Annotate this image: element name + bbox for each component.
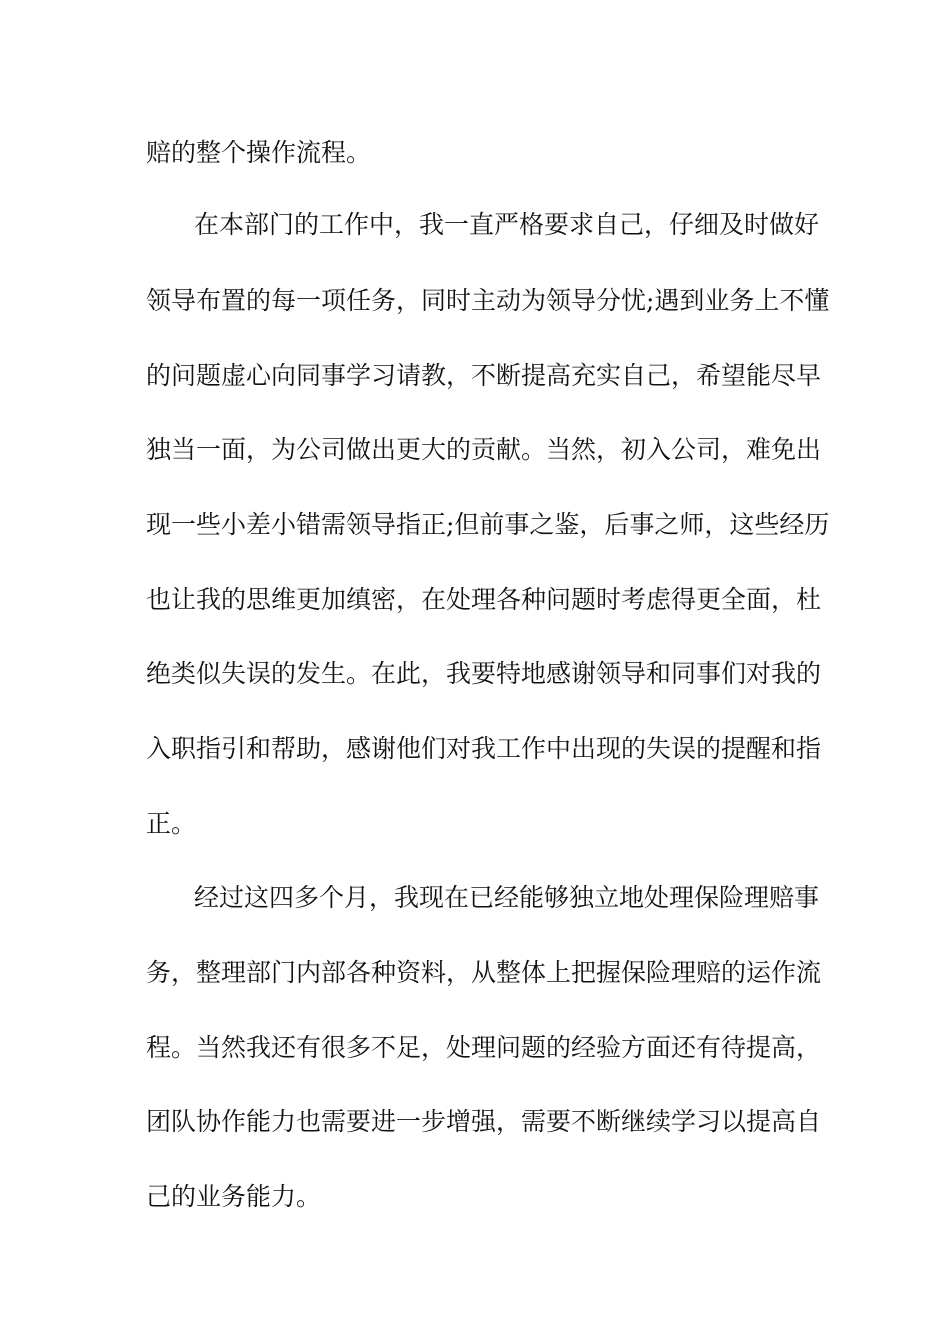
text-line-9: 入职指引和帮助，感谢他们对我工作中出现的失误的提醒和指	[146, 734, 822, 763]
text-line-13: 程。当然我还有很多不足，处理问题的经验方面还有待提高，	[146, 1033, 822, 1062]
text-line-1: 赔的整个操作流程。	[146, 138, 372, 167]
text-line-10: 正。	[146, 809, 197, 838]
text-line-6: 现一些小差小错需领导指正;但前事之鉴，后事之师，这些经历	[146, 510, 830, 539]
text-line-14: 团队协作能力也需要进一步增强，需要不断继续学习以提高自	[146, 1107, 822, 1136]
text-line-15: 己的业务能力。	[146, 1182, 322, 1211]
text-line-3: 领导布置的每一项任务，同时主动为领导分忧;遇到业务上不懂	[146, 286, 830, 315]
text-line-7: 也让我的思维更加缜密，在处理各种问题时考虑得更全面，杜	[146, 585, 822, 614]
text-line-11: 经过这四多个月，我现在已经能够独立地处理保险理赔事	[194, 883, 820, 912]
text-line-2: 在本部门的工作中，我一直严格要求自己，仔细及时做好	[194, 210, 820, 239]
text-line-4: 的问题虚心向同事学习请教，不断提高充实自己，希望能尽早	[146, 361, 822, 390]
text-line-5: 独当一面，为公司做出更大的贡献。当然，初入公司，难免出	[146, 435, 822, 464]
text-line-12: 务，整理部门内部各种资料，从整体上把握保险理赔的运作流	[146, 958, 822, 987]
text-line-8: 绝类似失误的发生。在此，我要特地感谢领导和同事们对我的	[146, 659, 822, 688]
